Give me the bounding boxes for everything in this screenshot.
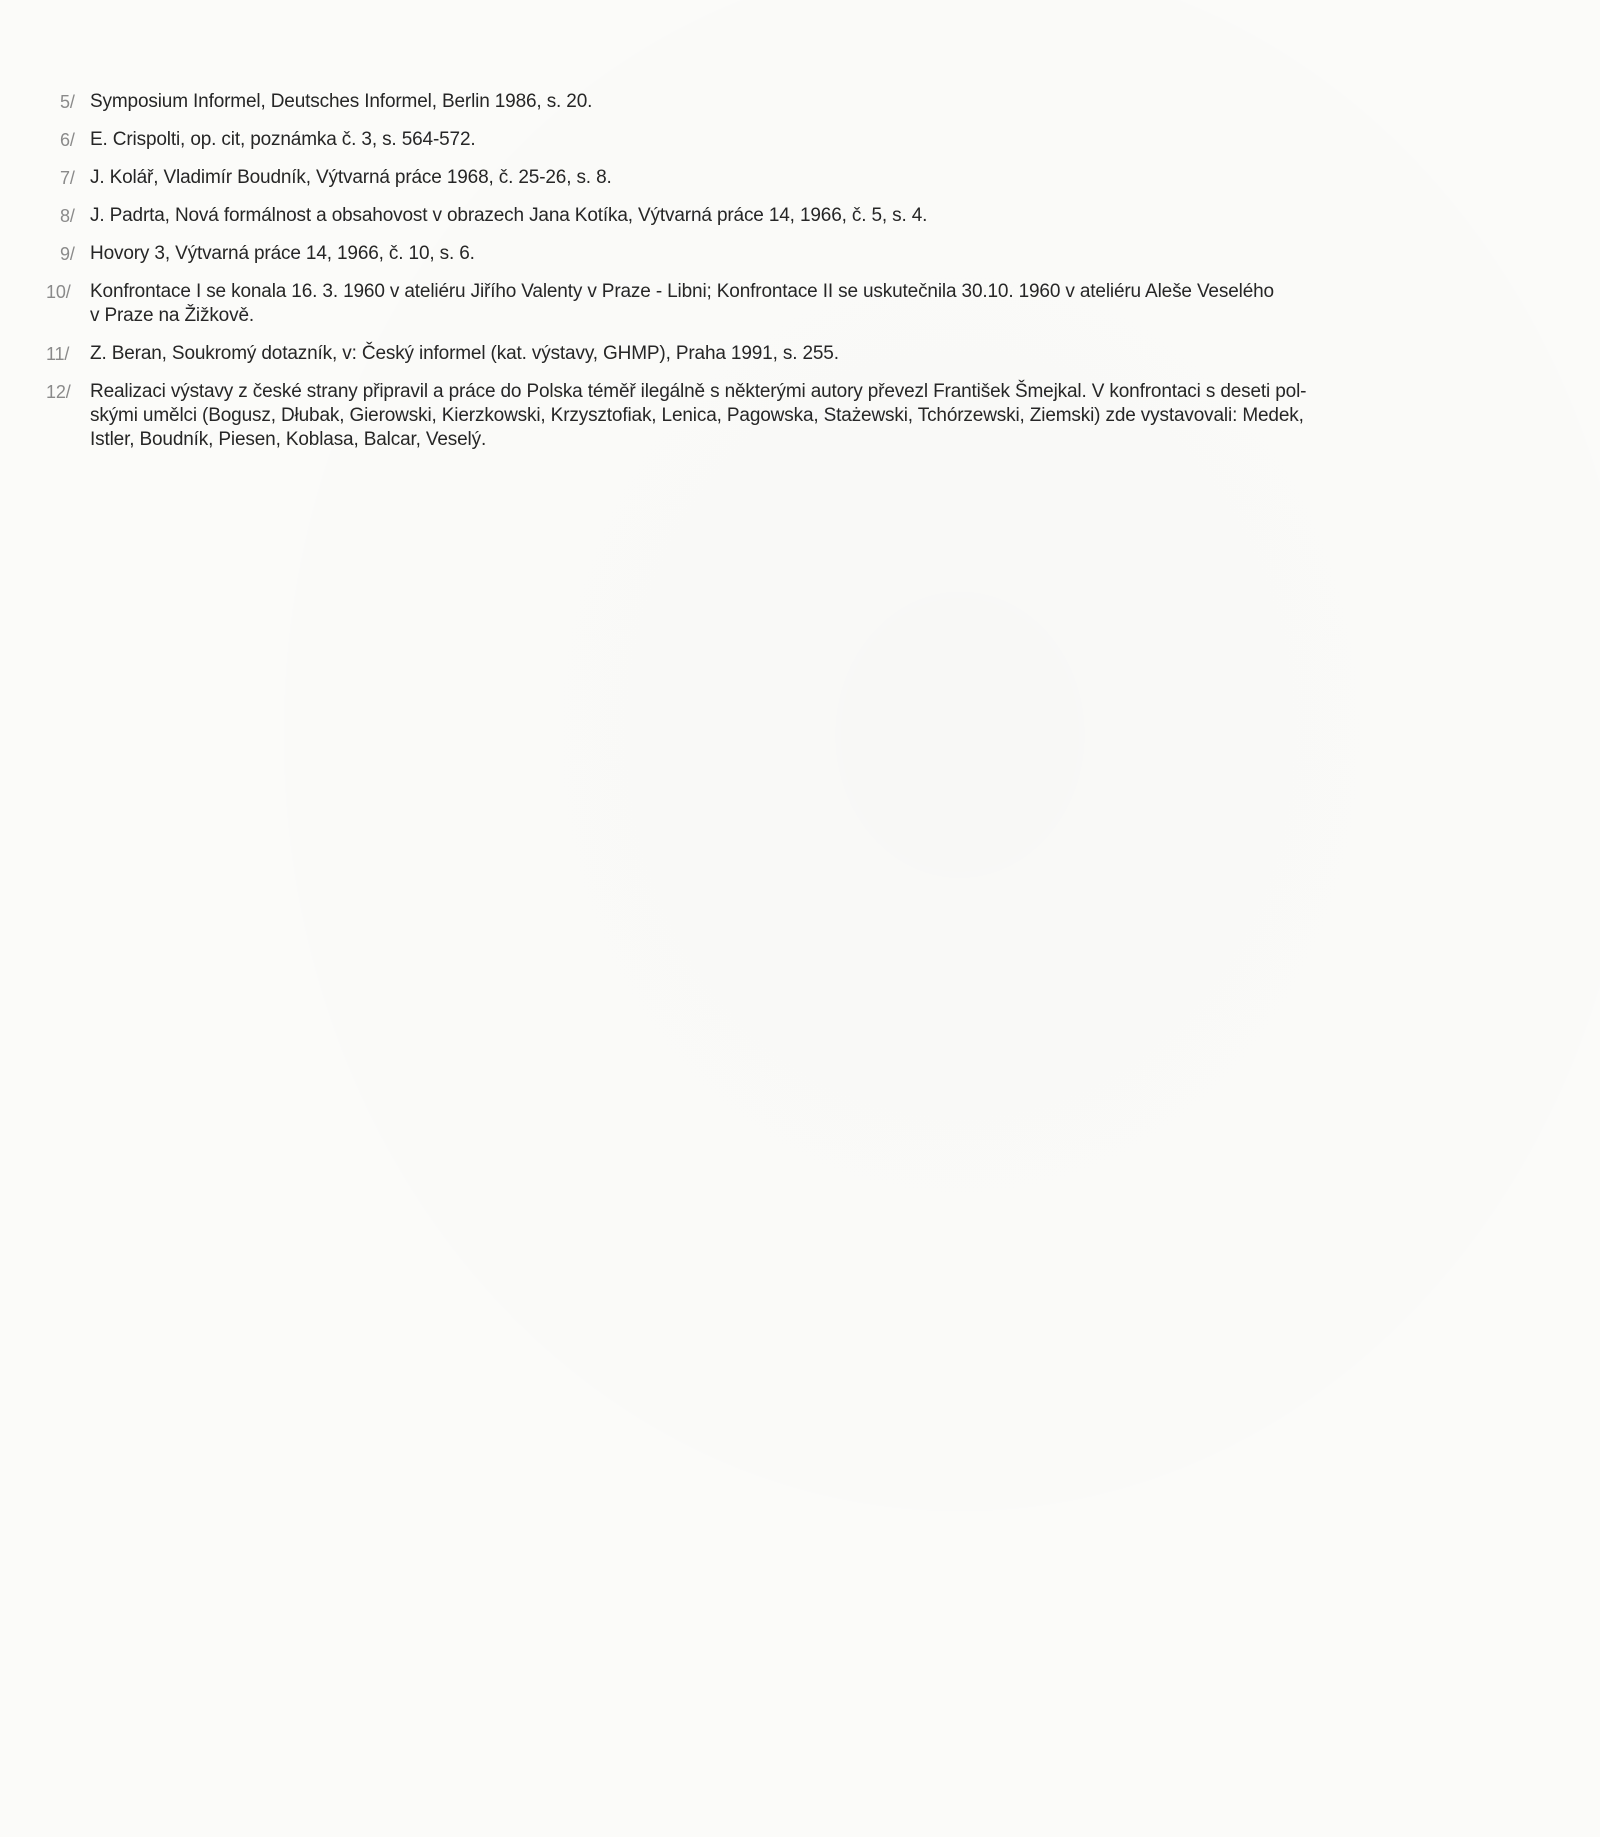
footnote-text (90, 166, 1510, 190)
footnote-line: Symposium Informel, Deutsches Informel, Berlin 1986, s. 20. (90, 91, 593, 112)
footnote-text (90, 342, 1510, 366)
footnote-line: Realizaci výstavy z české strany připravil a práce do Polska téměř ilegálně s některými autory převezl František Šmejkal. V konfrontaci s deseti pol- (90, 381, 1307, 402)
footnote-text (90, 128, 1510, 152)
footnote-line: J. Padrta, Nová formálnost a obsahovost v obrazech Jana Kotíka, Výtvarná práce 14, 1966, č. 5, s. 4. (90, 205, 928, 226)
footnote-11 (46, 342, 1510, 366)
footnote-line: v Praze na Žižkově. (90, 305, 254, 326)
footnote-number: 10/ (46, 282, 71, 302)
footnote-line: Konfrontace I se konala 16. 3. 1960 v ateliéru Jiřího Valenty v Praze - Libni; Konfrontace II se uskutečnila 30.10. 1960 v ateliéru Aleše Veselého (90, 281, 1274, 302)
footnote-line: E. Crispolti, op. cit, poznámka č. 3, s. 564-572. (90, 129, 476, 150)
footnote-number: 7/ (60, 168, 75, 188)
footnote-number: 8/ (60, 206, 75, 226)
footnote-text (90, 242, 1510, 266)
footnote-number: 6/ (60, 130, 75, 150)
footnote-text (90, 90, 1510, 114)
footnote-7 (60, 166, 1510, 190)
footnote-10 (46, 280, 1510, 328)
footnote-number: 12/ (46, 382, 71, 402)
footnote-number: 11/ (46, 344, 70, 364)
footnote-text (90, 280, 1510, 328)
footnote-line: skými umělci (Bogusz, Dłubak, Gierowski, Kierzkowski, Krzysztofiak, Lenica, Pagowska, Stażewski, Tchórzewski, Ziemski) zde vystavovali: Medek, (90, 405, 1304, 426)
footnote-number: 5/ (60, 92, 75, 112)
footnote-line: J. Kolář, Vladimír Boudník, Výtvarná práce 1968, č. 25-26, s. 8. (90, 167, 612, 188)
footnote-number: 9/ (60, 244, 75, 264)
footnote-12 (46, 380, 1510, 452)
footnote-line: Istler, Boudník, Piesen, Koblasa, Balcar, Veselý. (90, 429, 487, 450)
footnote-9 (60, 242, 1510, 266)
footnote-5 (60, 90, 1510, 114)
footnote-8 (60, 204, 1510, 228)
footnote-line: Hovory 3, Výtvarná práce 14, 1966, č. 10, s. 6. (90, 243, 475, 264)
footnote-text (90, 204, 1510, 228)
footnote-6 (60, 128, 1510, 152)
footnote-line: Z. Beran, Soukromý dotazník, v: Český informel (kat. výstavy, GHMP), Praha 1991, s. 255. (90, 343, 839, 364)
footnote-text (90, 380, 1510, 452)
footnotes-list (46, 90, 1510, 466)
